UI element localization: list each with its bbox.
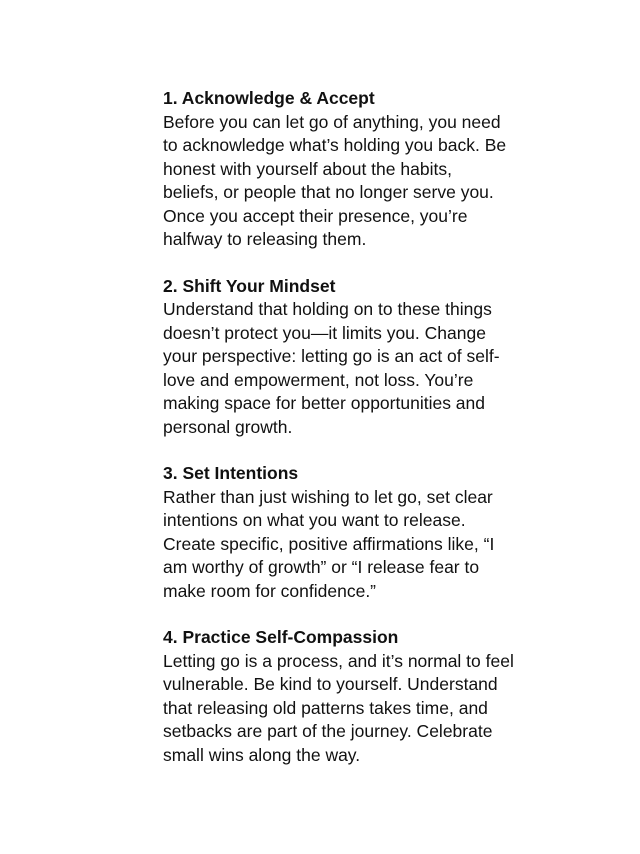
section-body: Rather than just wishing to let go, set clear intentions on what you want to release. Create specific, positive affirmations like, “I am worthy of growth” or “I release fear to make room for confidence.” <box>163 486 495 601</box>
section-shift-mindset <box>163 275 533 440</box>
section-title: 2. Shift Your Mindset <box>163 275 336 296</box>
section-body: Before you can let go of anything, you need to acknowledge what’s holding you back. Be honest with yourself about the habits, beliefs, or people that no longer serve you. Once you accept their presence, you’re halfway to releasing them. <box>163 111 507 249</box>
section-acknowledge-accept <box>163 87 533 252</box>
section-title: 3. Set Intentions <box>163 463 299 483</box>
section-title: 1. Acknowledge & Accept <box>163 88 375 108</box>
section-body: Letting go is a process, and it’s normal to feel vulnerable. Be kind to yourself. Understand that releasing old patterns takes time, and setbacks are part of the journey. Celebrate small wins along the way. <box>163 650 514 765</box>
section-body: Understand that holding on to these things doesn’t protect you—it limits you. Change your perspective: letting go is an act of self- love and empowerment, not loss. You’re making space for better opportunities and personal growth. <box>163 299 500 437</box>
section-self-compassion <box>163 626 533 767</box>
section-set-intentions <box>163 462 533 603</box>
document-page <box>163 87 533 790</box>
section-title: 4. Practice Self-Compassion <box>163 627 399 647</box>
